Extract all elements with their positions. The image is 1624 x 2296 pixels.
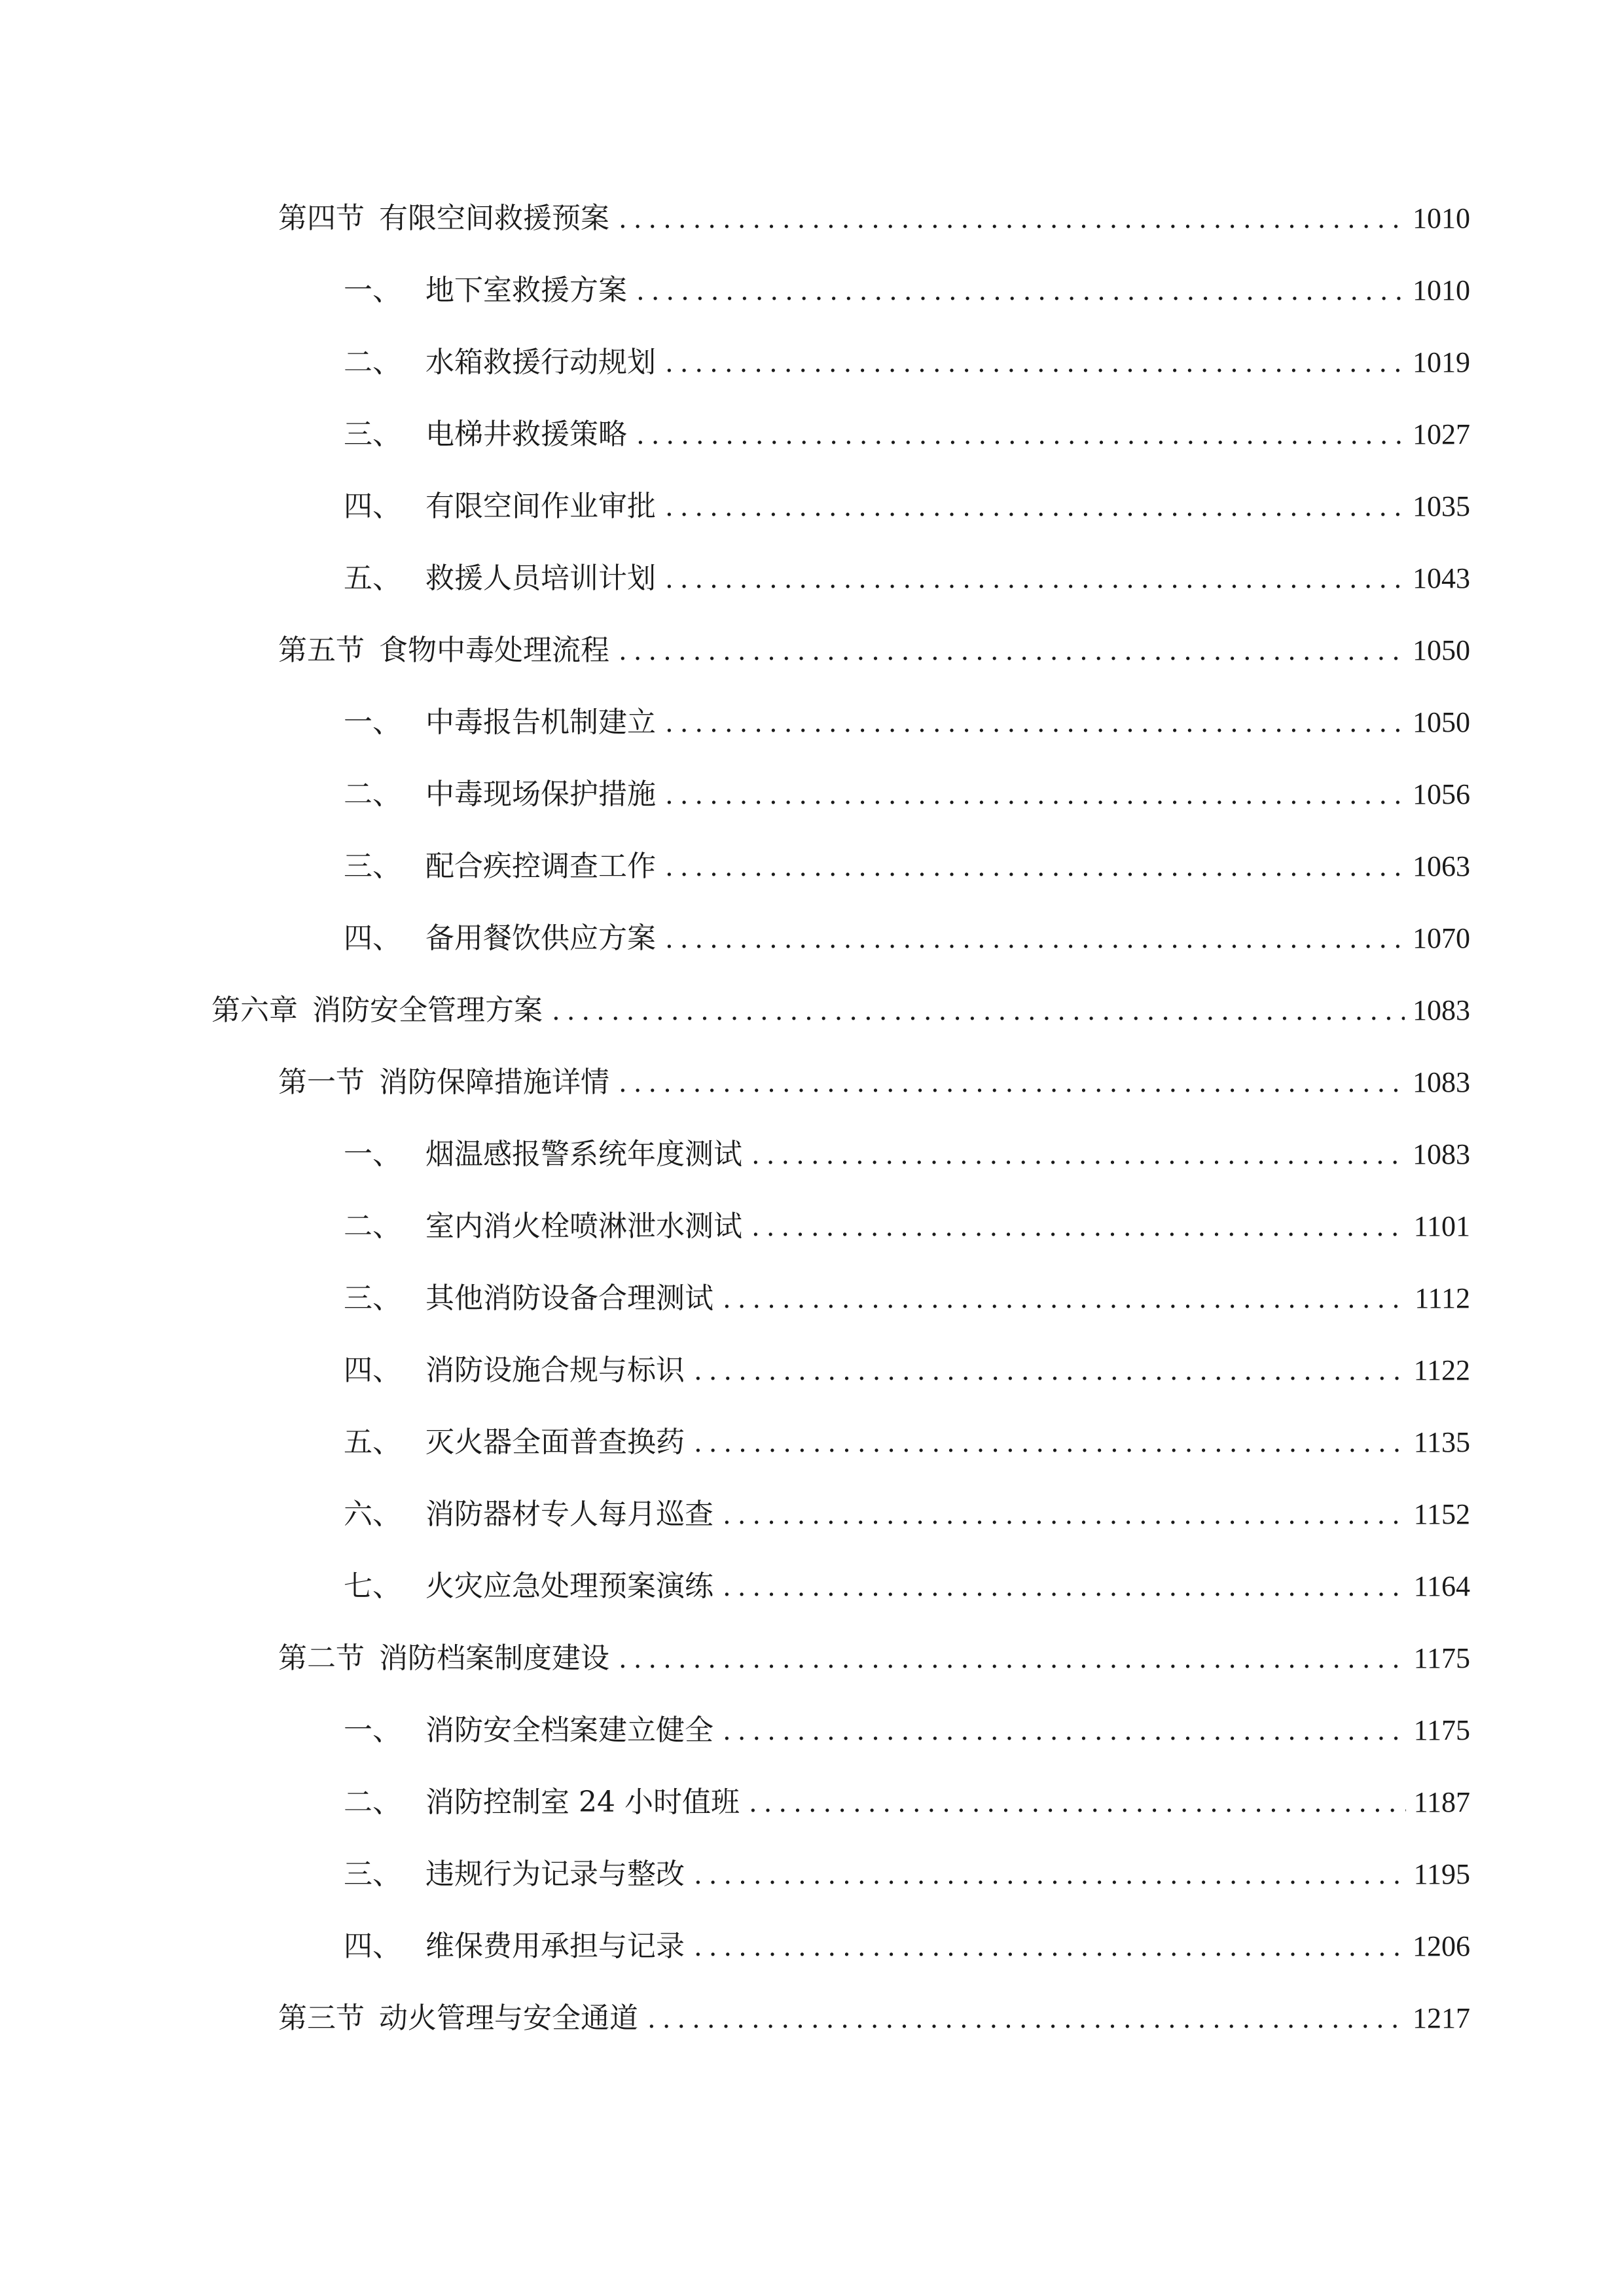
entry-number: 四、 bbox=[344, 1929, 401, 1963]
entry-title: 烟温感报警系统年度测试 bbox=[425, 1138, 742, 1171]
toc-entry[interactable] bbox=[278, 1992, 1470, 2045]
entry-page-number: 1175 bbox=[1413, 1642, 1470, 1674]
toc-entry[interactable] bbox=[211, 984, 1470, 1037]
entry-page-number: 1050 bbox=[1413, 634, 1470, 666]
entry-number: 四、 bbox=[344, 490, 401, 523]
dot-leader bbox=[694, 1921, 1405, 1973]
entry-title: 备用餐饮供应方案 bbox=[425, 922, 656, 955]
dot-leader bbox=[636, 409, 1405, 461]
entry-number: 三、 bbox=[344, 850, 401, 883]
toc-entry[interactable] bbox=[344, 1200, 1470, 1253]
toc-entry[interactable] bbox=[278, 624, 1470, 677]
dot-leader bbox=[665, 481, 1405, 533]
entry-title: 地下室救援方案 bbox=[425, 274, 627, 307]
dot-leader bbox=[619, 625, 1405, 677]
dot-leader bbox=[694, 1345, 1406, 1397]
entry-title: 电梯井救援策略 bbox=[425, 418, 627, 451]
entry-number: 五、 bbox=[344, 562, 401, 595]
toc-entry[interactable] bbox=[278, 1056, 1470, 1109]
entry-page-number: 1010 bbox=[1413, 274, 1470, 306]
entry-title: 有限空间作业审批 bbox=[425, 490, 656, 523]
entry-number: 第三节 bbox=[278, 2001, 365, 2035]
dot-leader bbox=[665, 697, 1405, 749]
entry-title: 动火管理与安全通道 bbox=[379, 2001, 638, 2035]
dot-leader bbox=[552, 985, 1405, 1037]
entry-number: 一、 bbox=[344, 1713, 401, 1747]
toc-entry[interactable] bbox=[344, 768, 1470, 821]
entry-title: 中毒现场保护措施 bbox=[425, 778, 656, 811]
dot-leader bbox=[723, 1489, 1406, 1541]
entry-title: 中毒报告机制建立 bbox=[425, 706, 656, 739]
entry-title: 违规行为记录与整改 bbox=[425, 1857, 685, 1891]
toc-entry[interactable] bbox=[344, 1488, 1470, 1541]
entry-number: 二、 bbox=[344, 1210, 401, 1243]
dot-leader bbox=[636, 265, 1405, 317]
entry-number: 四、 bbox=[344, 922, 401, 955]
toc-entry[interactable] bbox=[344, 1128, 1470, 1181]
entry-number: 三、 bbox=[344, 1857, 401, 1891]
entry-title: 消防控制室 24 小时值班 bbox=[425, 1785, 740, 1819]
entry-title: 消防器材专人每月巡查 bbox=[425, 1498, 713, 1531]
dot-leader bbox=[665, 553, 1405, 605]
dot-leader bbox=[665, 913, 1405, 965]
entry-title: 救援人员培训计划 bbox=[425, 562, 656, 595]
entry-page-number: 1027 bbox=[1413, 418, 1470, 450]
entry-page-number: 1063 bbox=[1413, 850, 1470, 882]
toc-entry[interactable] bbox=[344, 696, 1470, 749]
dot-leader bbox=[723, 1561, 1406, 1613]
toc-entry[interactable] bbox=[344, 1560, 1470, 1613]
entry-number: 二、 bbox=[344, 1785, 401, 1819]
entry-page-number: 1135 bbox=[1413, 1426, 1470, 1458]
dot-leader bbox=[647, 1993, 1405, 2045]
entry-page-number: 1187 bbox=[1413, 1786, 1470, 1818]
dot-leader bbox=[619, 1633, 1406, 1685]
entry-title: 其他消防设备合理测试 bbox=[425, 1282, 713, 1315]
dot-leader bbox=[723, 1705, 1406, 1757]
entry-page-number: 1122 bbox=[1413, 1354, 1470, 1386]
entry-page-number: 1010 bbox=[1413, 202, 1470, 234]
toc-entry[interactable] bbox=[344, 1704, 1470, 1757]
entry-page-number: 1043 bbox=[1413, 562, 1470, 594]
entry-number: 二、 bbox=[344, 346, 401, 379]
toc-entry[interactable] bbox=[344, 408, 1470, 461]
dot-leader bbox=[665, 337, 1405, 389]
entry-page-number: 1070 bbox=[1413, 922, 1470, 954]
entry-number: 第四节 bbox=[278, 202, 365, 235]
entry-page-number: 1175 bbox=[1413, 1714, 1470, 1746]
dot-leader bbox=[694, 1849, 1406, 1901]
entry-page-number: 1083 bbox=[1413, 1138, 1470, 1170]
entry-title: 消防设施合规与标识 bbox=[425, 1354, 685, 1387]
entry-title: 维保费用承担与记录 bbox=[425, 1929, 685, 1963]
entry-number: 第五节 bbox=[278, 634, 365, 667]
entry-page-number: 1083 bbox=[1413, 1066, 1470, 1098]
entry-page-number: 1195 bbox=[1413, 1858, 1470, 1890]
toc-entry[interactable] bbox=[344, 1344, 1470, 1397]
toc-entry[interactable] bbox=[344, 1272, 1470, 1325]
toc-entry[interactable] bbox=[344, 1848, 1470, 1901]
toc-entry[interactable] bbox=[344, 1416, 1470, 1469]
toc-entry[interactable] bbox=[278, 1632, 1470, 1685]
dot-leader bbox=[619, 1057, 1405, 1109]
entry-title: 室内消火栓喷淋泄水测试 bbox=[425, 1210, 742, 1243]
toc-entry[interactable] bbox=[344, 552, 1470, 605]
entry-page-number: 1050 bbox=[1413, 706, 1470, 738]
entry-number: 七、 bbox=[344, 1570, 401, 1603]
dot-leader bbox=[751, 1129, 1405, 1181]
dot-leader bbox=[694, 1417, 1406, 1469]
entry-number: 一、 bbox=[344, 1138, 401, 1171]
dot-leader bbox=[751, 1201, 1406, 1253]
entry-number: 一、 bbox=[344, 706, 401, 739]
entry-number: 第二节 bbox=[278, 1641, 365, 1675]
toc-entry[interactable] bbox=[344, 1776, 1470, 1829]
dot-leader bbox=[749, 1777, 1406, 1829]
entry-number: 二、 bbox=[344, 778, 401, 811]
dot-leader bbox=[723, 1273, 1407, 1325]
toc-entry[interactable] bbox=[344, 912, 1470, 965]
entry-number: 四、 bbox=[344, 1354, 401, 1387]
entry-page-number: 1083 bbox=[1413, 994, 1470, 1026]
entry-number: 一、 bbox=[344, 274, 401, 307]
toc-entry[interactable] bbox=[344, 1920, 1470, 1973]
entry-title: 消防安全档案建立健全 bbox=[425, 1713, 713, 1747]
toc-entry[interactable] bbox=[344, 336, 1470, 389]
entry-number: 六、 bbox=[344, 1498, 401, 1531]
entry-page-number: 1019 bbox=[1413, 346, 1470, 378]
toc-entry[interactable] bbox=[278, 192, 1470, 245]
entry-title: 灭火器全面普查换药 bbox=[425, 1426, 685, 1459]
dot-leader bbox=[619, 193, 1405, 245]
toc-entry[interactable] bbox=[344, 264, 1470, 317]
entry-page-number: 1152 bbox=[1413, 1498, 1470, 1530]
entry-number: 第一节 bbox=[278, 1066, 365, 1099]
entry-number: 三、 bbox=[344, 1282, 401, 1315]
toc-entry[interactable] bbox=[344, 840, 1470, 893]
entry-page-number: 1112 bbox=[1415, 1282, 1470, 1314]
entry-page-number: 1217 bbox=[1413, 2002, 1470, 2034]
entry-title: 火灾应急处理预案演练 bbox=[425, 1570, 713, 1603]
entry-title: 消防安全管理方案 bbox=[312, 994, 543, 1027]
entry-title: 消防档案制度建设 bbox=[379, 1641, 609, 1675]
entry-title: 有限空间救援预案 bbox=[379, 202, 609, 235]
entry-title: 消防保障措施详情 bbox=[379, 1066, 609, 1099]
entry-title: 食物中毒处理流程 bbox=[379, 634, 609, 667]
entry-title: 水箱救援行动规划 bbox=[425, 346, 656, 379]
entry-number: 三、 bbox=[344, 418, 401, 451]
toc-entry[interactable] bbox=[344, 480, 1470, 533]
entry-page-number: 1035 bbox=[1413, 490, 1470, 522]
entry-page-number: 1164 bbox=[1413, 1570, 1470, 1602]
entry-page-number: 1056 bbox=[1413, 778, 1470, 810]
entry-title: 配合疾控调查工作 bbox=[425, 850, 656, 883]
entry-number: 五、 bbox=[344, 1426, 401, 1459]
entry-number: 第六章 bbox=[211, 994, 298, 1027]
dot-leader bbox=[665, 841, 1405, 893]
entry-page-number: 1206 bbox=[1413, 1930, 1470, 1962]
entry-page-number: 1101 bbox=[1413, 1210, 1470, 1242]
dot-leader bbox=[665, 769, 1405, 821]
